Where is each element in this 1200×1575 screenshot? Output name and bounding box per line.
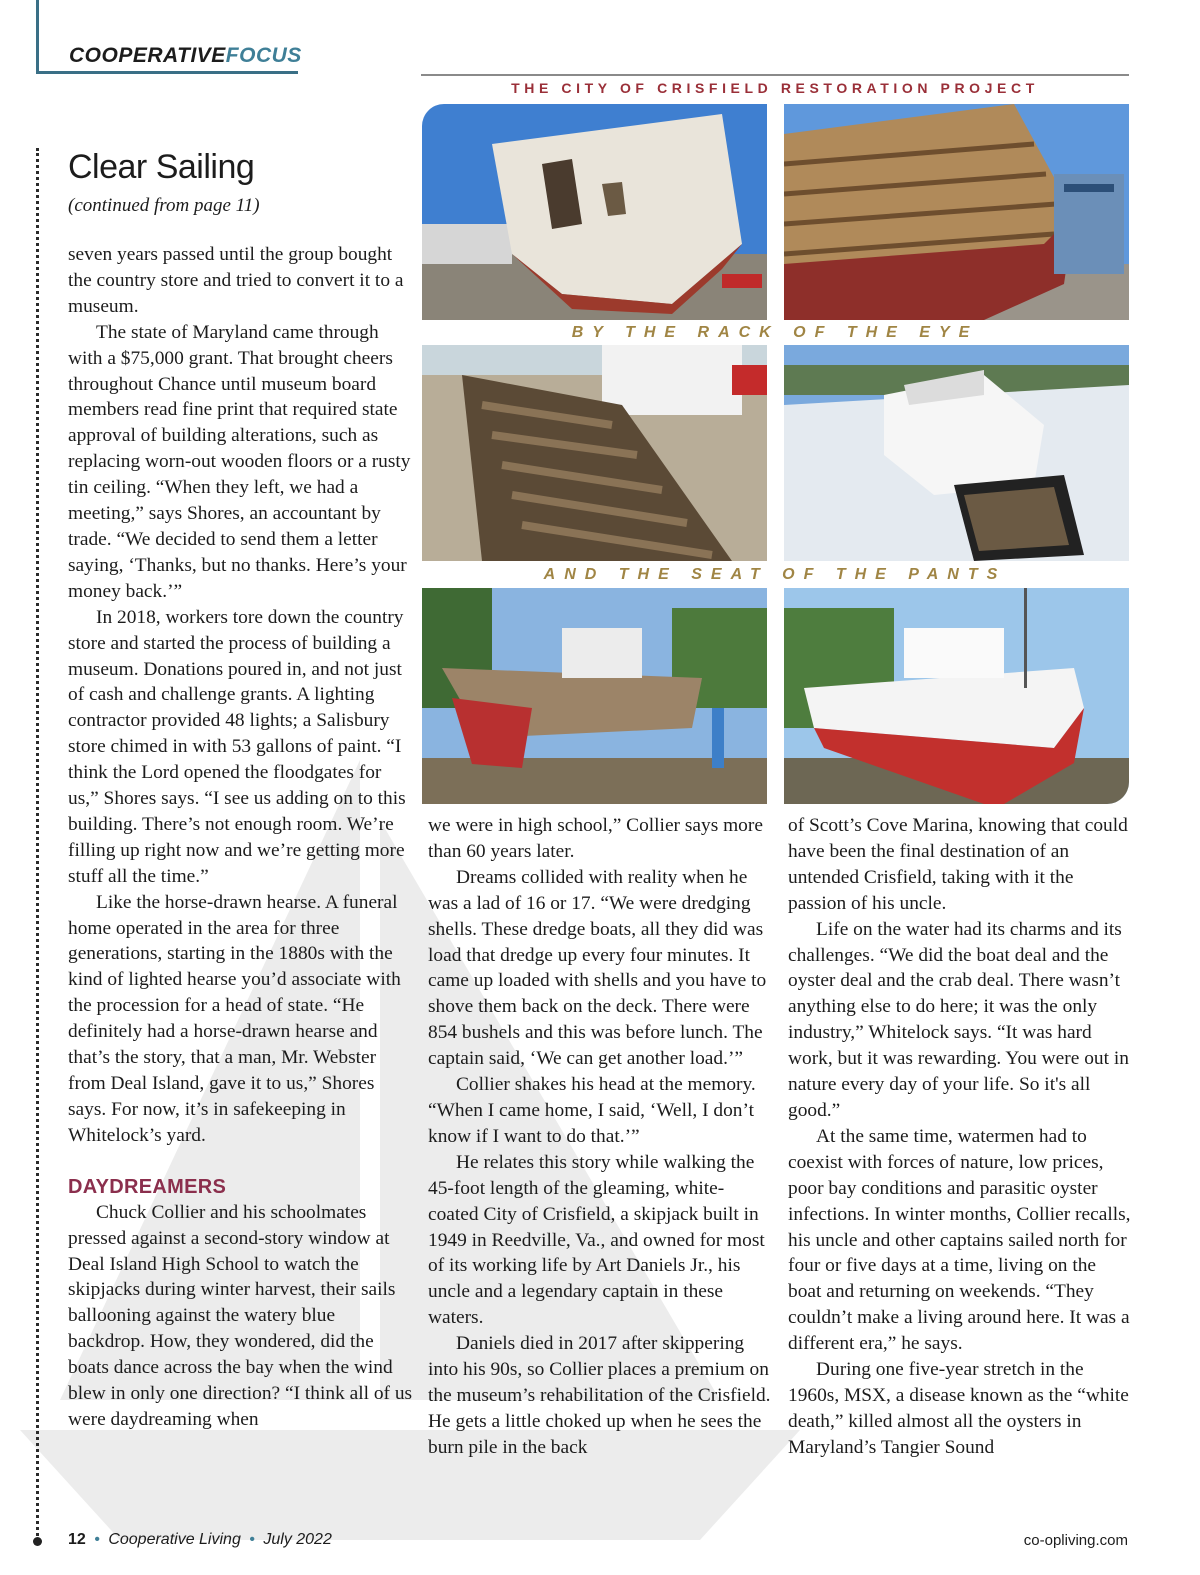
paragraph: seven years passed until the group bought the country store and tried to convert it to a museum. xyxy=(68,244,404,317)
paragraph: During one five-year stretch in the 1960s, MSX, a disease known as the “white death,” killed almost all the oysters in Maryland’s Tangier Sound xyxy=(788,1359,1129,1458)
continued-note: (continued from page 11) xyxy=(68,195,260,216)
paragraph: Life on the water had its charms and its challenges. “We did the boat deal and the oyster deal and the crab deal. There wasn’t anything else to do here; it was the only industry,” Whitelock says. “It was hard work, but it was rewarding. You were out in nature every day of your life. So it's all good.” xyxy=(788,918,1129,1121)
dotted-rule-end-dot xyxy=(33,1537,42,1546)
article-title: Clear Sailing xyxy=(68,148,255,186)
section-header-dark: COOPERATIVE xyxy=(69,44,226,67)
paragraph: Daniels died in 2017 after skippering into his 90s, so Collier places a premium on the museum’s rehabilitation of the Crisfield. He gets a little choked up when he sees the burn pile in the back xyxy=(428,1333,771,1458)
photo-caption-rack: BY THE RACK OF THE EYE xyxy=(571,324,979,341)
header-underline xyxy=(36,71,298,74)
footer-folio xyxy=(68,1531,332,1549)
photo-hull-planks xyxy=(784,104,1129,320)
article-column-1 xyxy=(68,242,413,1433)
article-column-3 xyxy=(788,813,1133,1461)
photo-boat-on-stands xyxy=(422,588,767,804)
section-header xyxy=(69,44,302,68)
section-header-accent: FOCUS xyxy=(225,44,302,67)
website-link[interactable]: co-opliving.com xyxy=(1023,1532,1128,1549)
bullet-separator-icon: • xyxy=(94,1531,100,1548)
dotted-margin-rule xyxy=(36,148,39,1542)
photo-caption-seat: AND THE SEAT OF THE PANTS xyxy=(543,566,1007,583)
header-accent-rule xyxy=(36,0,39,74)
photo-section-rule xyxy=(421,74,1129,76)
paragraph: Collier shakes his head at the memory. “When I came home, I said, ‘Well, I don’t know if I want to do that.’” xyxy=(428,1074,756,1147)
paragraph: In 2018, workers tore down the country store and started the process of building a museum. Donations poured in, and not just of cash and challenge grants. A lighting contractor provided 48 lights; a Salisbury store chimed in with 53 gallons of paint. “I think the Lord opened the floodgates for us,” Shores says. “I see us adding on to this building. There’s not enough room. We’re filling up right now and we’re getting more stuff all the time.” xyxy=(68,606,406,887)
paragraph: At the same time, watermen had to coexist with forces of nature, low prices, poor bay conditions and parasitic oyster infections. In winter months, Collier recalls, his uncle and other captains sailed north for four or five days at a time, living on the boat and returning on weekends. “They couldn’t make a living around here. It was a different era,” he says. xyxy=(788,1125,1131,1355)
paragraph: The state of Maryland came through with a $75,000 grant. That brought cheers throughout Chance until museum board members read fine print that required state approval of building alterations, such as replacing worn-out wooden floors or a rusty tin ceiling. “When they left, we had a meeting,” says Shores, an accountant by trade. “We decided to send them a letter saying, ‘Thanks, but no thanks. Here’s your money back.’” xyxy=(68,321,411,602)
issue-date: July 2022 xyxy=(263,1531,332,1548)
bullet-separator-icon: • xyxy=(249,1531,255,1548)
photo-deck-dismantled xyxy=(422,345,767,561)
photo-caption-project: THE CITY OF CRISFIELD RESTORATION PROJECT xyxy=(511,80,1039,96)
paragraph: of Scott’s Cove Marina, knowing that could have been the final destination of an untended Crisfield, taking with it the passion of his uncle. xyxy=(788,815,1128,914)
paragraph: Dreams collided with reality when he was a lad of 16 or 17. “We were dredging shells. These dredge boats, all they did was load that dredge up every four minutes. It came up loaded with shells and you have to shove them back on the deck. There were 854 bushels and this was before lunch. The captain said, ‘We can get another load.’” xyxy=(428,866,767,1070)
paragraph: Like the horse-drawn hearse. A funeral home operated in the area for three generations, starting in the 1880s with the kind of lighted hearse you’d associate with the procession for a head of state. “He definitely had a horse-drawn hearse and that’s the story, that a man, Mr. Webster from Deal Island, gave it to us,” Shores says. For now, it’s in safekeeping in Whitelock’s yard. xyxy=(68,891,401,1146)
photo-boat-bow-weathered xyxy=(422,104,767,320)
paragraph: Chuck Collier and his schoolmates pressed against a second-story window at Deal Island High School to watch the skipjacks during winter harvest, their sails ballooning against the watery blue backdrop. How, they wondered, did the boats dance across the bay when the wind blew in only one direction? “I think all of us were daydreaming when xyxy=(68,1201,413,1430)
paragraph: He relates this story while walking the 45-foot length of the gleaming, white-coated City of Crisfield, a skipjack built in 1949 in Reedville, Va., and owned for most of its working life by Art Daniels Jr., his uncle and a legendary captain in these waters. xyxy=(428,1151,765,1329)
paragraph: we were in high school,” Collier says more than 60 years later. xyxy=(428,815,763,862)
subheading-daydreamers: DAYDREAMERS xyxy=(68,1175,227,1198)
publication-name: Cooperative Living xyxy=(108,1531,241,1548)
photo-white-cabin xyxy=(784,345,1129,561)
article-column-2 xyxy=(428,813,773,1461)
page-number: 12 xyxy=(68,1531,86,1548)
photo-restored-boat xyxy=(784,588,1129,804)
